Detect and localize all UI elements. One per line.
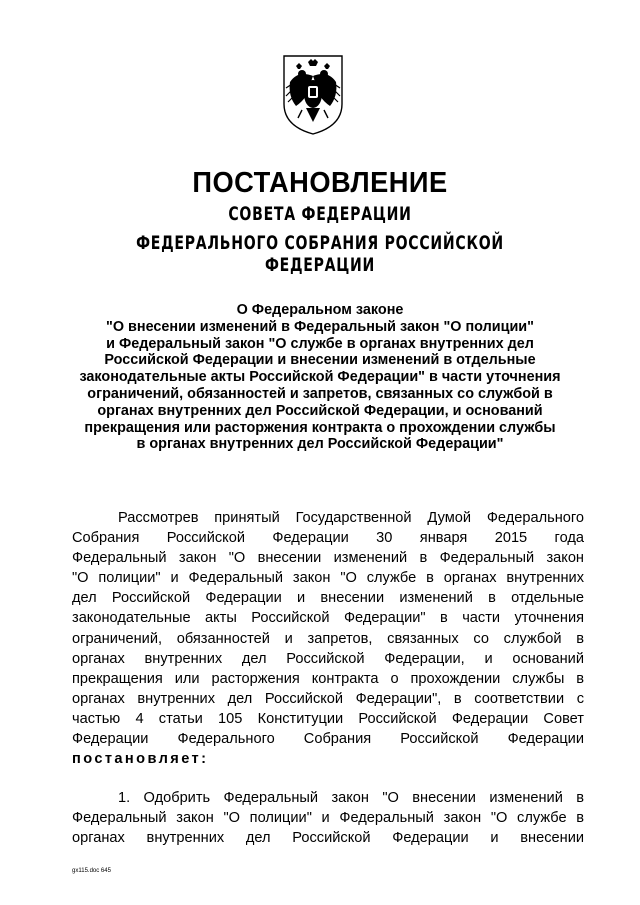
resolves-word: постановляет: [72,751,209,768]
file-reference: gx115.doc 645 [72,868,111,874]
body-line: "О полиции" и Федеральный закон "О службе в органах внутренних [72,570,584,587]
subject-line: в органах внутренних дел Российской Федерации" [136,436,504,453]
body-line: прекращения или расторжения контракта о прохождении службы в [72,670,584,687]
body-line: Федеральный закон "О полиции" и Федеральный закон "О службе в [72,810,584,827]
body-line: Федеральный закон "О внесении изменений в Федеральный закон [72,550,584,567]
subject-line: и Федеральный закон "О службе в органах внутренних дел [106,335,534,352]
body-paragraph-2 [72,788,584,848]
body-line: законодательные акты Российской Федерации" в части уточнения [72,610,584,627]
subject-line: О Федеральном законе [236,302,404,318]
subject-line: органах внутренних дел Российской Федерации, и оснований [97,402,543,419]
issuer-line-2: ФЕДЕРАЛЬНОГО СОБРАНИЯ РОССИЙСКОЙ ФЕДЕРАЦИИ [136,232,504,276]
coat-of-arms-emblem [278,52,348,136]
body-line: Собрания Российской Федерации 30 января 2015 года [72,530,584,547]
body-line: частью 4 статьи 105 Конституции Российской Федерации Совет [72,710,584,727]
subject-heading [40,302,600,453]
subject-line: законодательные акты Российской Федерации" в части уточнения [79,369,561,386]
body-line: ограничений, обязанностей и запретов, связанных со службой в [72,630,584,647]
body-line: дел Российской Федерации и внесении изменений в отдельные [72,590,584,607]
subject-line: ограничений, обязанностей и запретов, связанных со службой в [87,385,553,402]
subject-line: "О внесении изменений в Федеральный закон "О полиции" [106,318,534,335]
body-paragraph-1 [72,508,584,769]
document-title: ПОСТАНОВЛЕНИЕ [192,167,448,199]
body-line: органах внутренних дел Российской Федерации, и оснований [72,650,584,667]
body-line: Федерации Федерального Собрания Российской Федерации [72,731,584,748]
issuer-line-1: СОВЕТА ФЕДЕРАЦИИ [228,203,412,225]
body-line: Рассмотрев принятый Государственной Думой Федерального [118,510,584,526]
body-line: 1. Одобрить Федеральный закон "О внесении изменений в [118,790,584,806]
body-line: органах внутренних дел Российской Федерации", в соответствии с [72,690,584,707]
subject-line: прекращения или расторжения контракта о прохождении службы [84,419,556,436]
body-line: органах внутренних дел Российской Федерации и внесении [72,830,584,847]
subject-line: Российской Федерации и внесении изменений в отдельные [104,352,536,369]
